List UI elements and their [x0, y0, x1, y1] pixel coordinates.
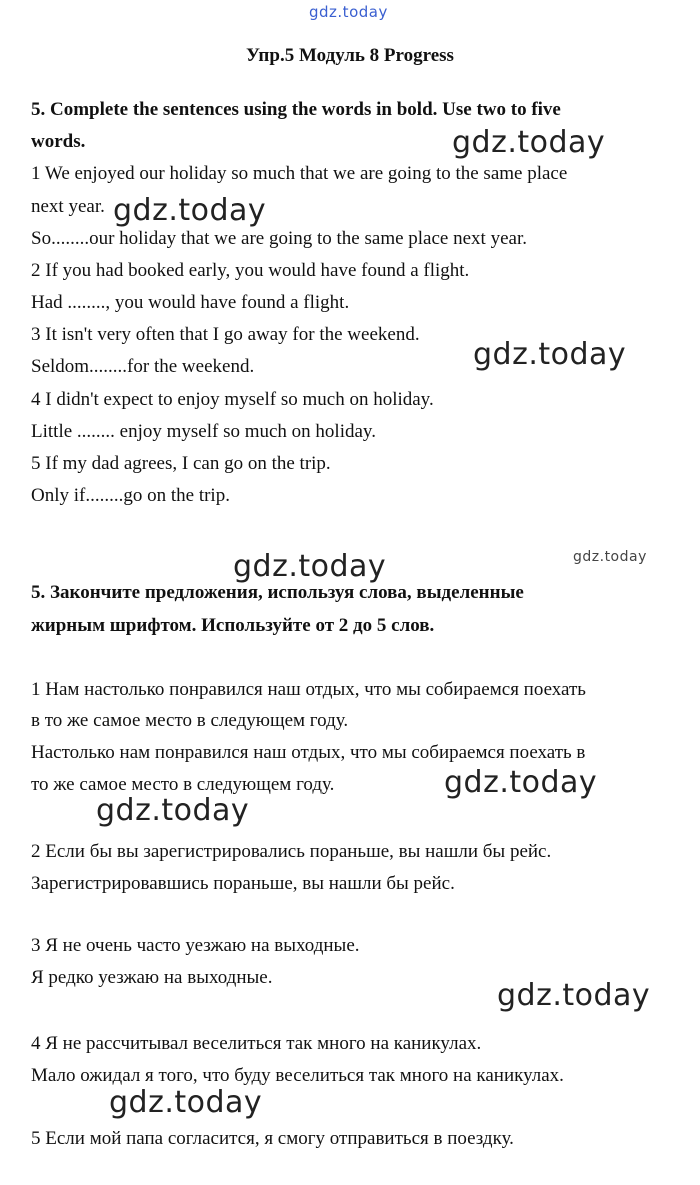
english-line: Had ........, you would have found a flight.	[31, 292, 350, 313]
watermark: gdz.today	[473, 337, 627, 372]
watermark: gdz.today	[113, 193, 267, 228]
russian-line: 5 Если мой папа согласится, я смогу отправиться в поездку.	[31, 1128, 514, 1149]
russian-line: в то же самое место в следующем году.	[31, 710, 349, 731]
page-title: Упр.5 Модуль 8 Progress	[246, 45, 454, 66]
russian-line: Мало ожидал я того, что буду веселиться так много на каникулах.	[31, 1065, 564, 1086]
english-task-heading-cont: words.	[31, 131, 86, 152]
watermark: gdz.today	[444, 765, 598, 800]
english-line: Only if........go on the trip.	[31, 485, 230, 506]
russian-line: Я редко уезжаю на выходные.	[31, 967, 273, 988]
watermark: gdz.today	[573, 549, 647, 565]
russian-line: Зарегистрировавшись пораньше, вы нашли бы рейс.	[31, 873, 455, 894]
russian-line: 2 Если бы вы зарегистрировались пораньше, вы нашли бы рейс.	[31, 841, 552, 862]
english-line: 4 I didn't expect to enjoy myself so much on holiday.	[31, 389, 434, 410]
watermark-top: gdz.today	[309, 3, 388, 21]
russian-line: 4 Я не рассчитывал веселиться так много на каникулах.	[31, 1033, 482, 1054]
russian-task-heading: 5. Закончите предложения, используя слова, выделенные	[31, 582, 524, 603]
watermark: gdz.today	[109, 1085, 263, 1120]
english-line: next year.	[31, 196, 105, 217]
russian-line: 3 Я не очень часто уезжаю на выходные.	[31, 935, 360, 956]
russian-task-heading-cont: жирным шрифтом. Используйте от 2 до 5 слов.	[31, 615, 435, 636]
russian-line: 1 Нам настолько понравился наш отдых, что мы собираемся поехать	[31, 679, 586, 700]
russian-line: Настолько нам понравился наш отдых, что мы собираемся поехать в	[31, 742, 586, 763]
english-task-heading: 5. Complete the sentences using the words in bold. Use two to five	[31, 99, 561, 120]
english-line: 1 We enjoyed our holiday so much that we are going to the same place	[31, 163, 568, 184]
watermark: gdz.today	[497, 978, 651, 1013]
watermark: gdz.today	[96, 793, 250, 828]
english-line: 5 If my dad agrees, I can go on the trip.	[31, 453, 331, 474]
watermark: gdz.today	[452, 125, 606, 160]
english-line: 3 It isn't very often that I go away for the weekend.	[31, 324, 420, 345]
watermark: gdz.today	[233, 549, 387, 584]
english-line: Seldom........for the weekend.	[31, 356, 255, 377]
russian-line: то же самое место в следующем году.	[31, 774, 335, 795]
english-line: So........our holiday that we are going to the same place next year.	[31, 228, 527, 249]
english-line: Little ........ enjoy myself so much on holiday.	[31, 421, 376, 442]
english-line: 2 If you had booked early, you would have found a flight.	[31, 260, 470, 281]
